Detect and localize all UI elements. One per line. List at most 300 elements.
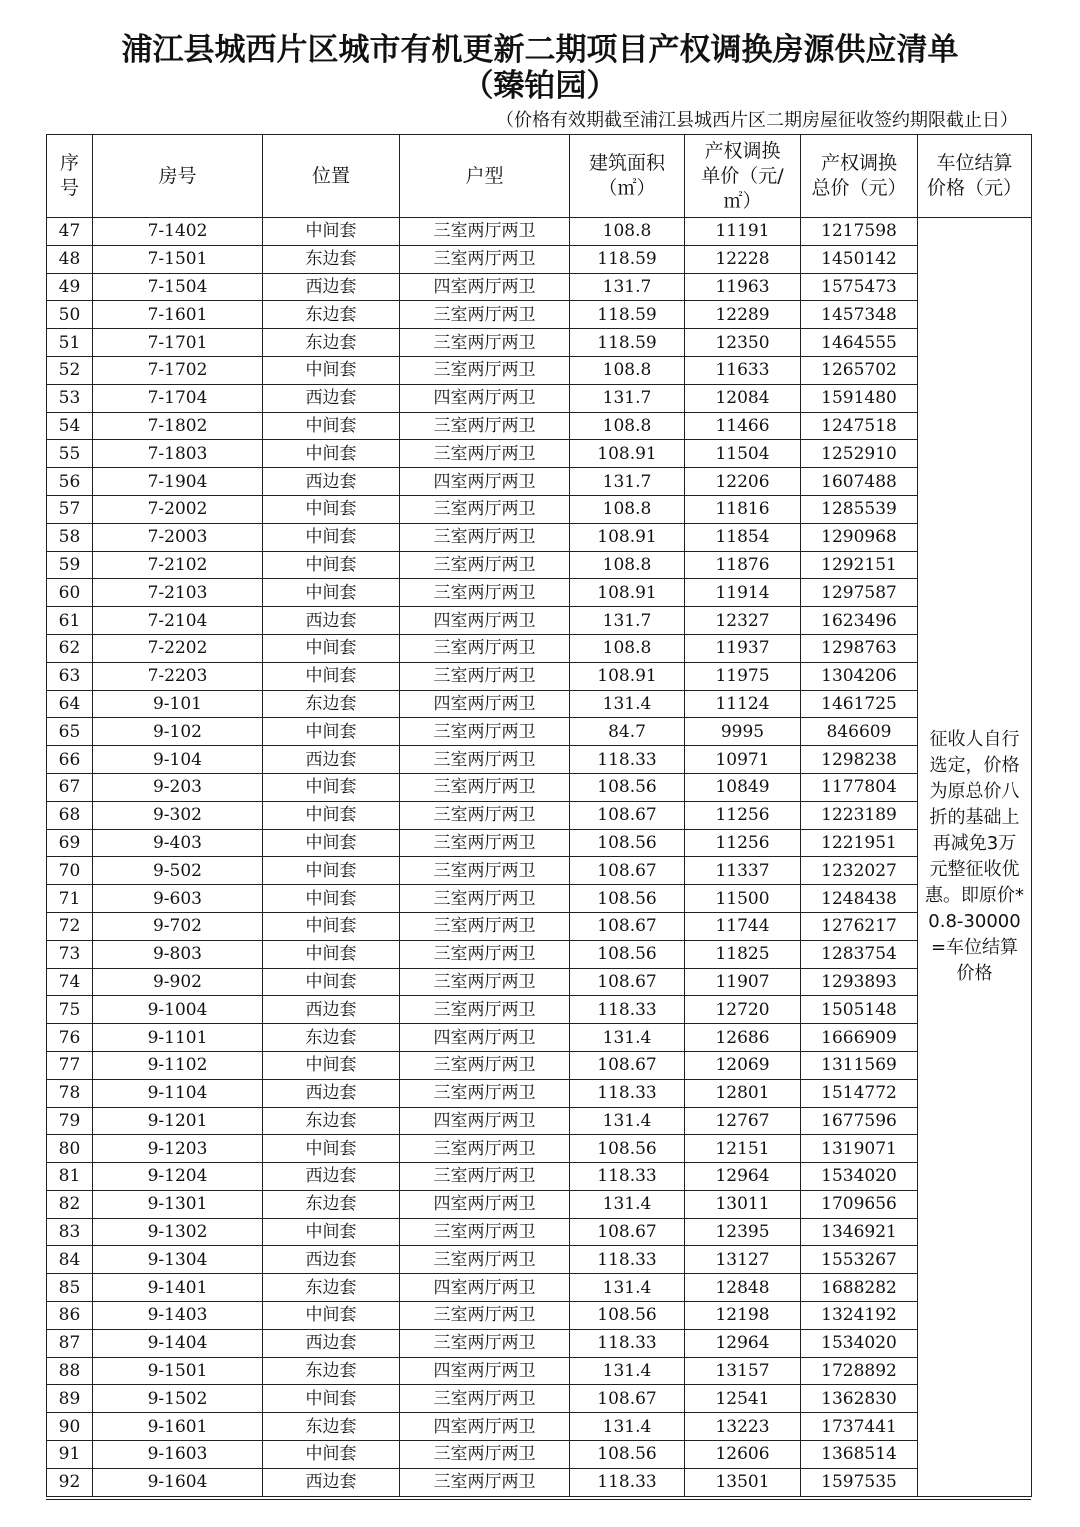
room-number-cell: 9-1403 (93, 1302, 263, 1330)
position-cell: 中间套 (263, 440, 400, 468)
row-index-cell: 67 (47, 773, 93, 801)
total-price-cell: 1464555 (801, 329, 918, 357)
table-bottom-border (46, 1499, 1031, 1500)
row-index-cell: 89 (47, 1385, 93, 1413)
area-cell: 108.56 (570, 940, 685, 968)
area-cell: 131.7 (570, 384, 685, 412)
parking-price-remark: 征收人自行选定，价格为原总价八折的基础上再减免3万元整征收优惠。即原价*0.8-30000=车位结算价格 (925, 728, 1024, 984)
position-cell: 西边套 (263, 607, 400, 635)
position-cell: 西边套 (263, 273, 400, 301)
position-cell: 中间套 (263, 1302, 400, 1330)
total-price-cell: 1553267 (801, 1246, 918, 1274)
area-cell: 108.8 (570, 551, 685, 579)
table-row (47, 634, 1032, 662)
position-cell: 东边套 (263, 1274, 400, 1302)
position-cell: 中间套 (263, 773, 400, 801)
unit-price-cell: 12720 (685, 996, 801, 1024)
unit-price-cell: 12327 (685, 607, 801, 635)
layout-cell: 三室两厅两卫 (400, 857, 570, 885)
row-index-cell: 48 (47, 245, 93, 273)
layout-cell: 三室两厅两卫 (400, 495, 570, 523)
area-cell: 108.67 (570, 1385, 685, 1413)
room-number-cell: 9-302 (93, 801, 263, 829)
area-cell: 118.33 (570, 996, 685, 1024)
unit-price-cell: 12801 (685, 1079, 801, 1107)
page-subtitle: （臻铂园） (462, 68, 618, 104)
unit-price-cell: 12848 (685, 1274, 801, 1302)
table-row (47, 1357, 1032, 1385)
table-row (47, 1441, 1032, 1469)
room-number-cell: 7-1504 (93, 273, 263, 301)
page-title: 浦江县城西片区城市有机更新二期项目产权调换房源供应清单 (121, 32, 959, 68)
total-price-cell: 1221951 (801, 829, 918, 857)
room-number-cell: 7-2203 (93, 662, 263, 690)
total-price-cell: 1319071 (801, 1135, 918, 1163)
table-row (47, 885, 1032, 913)
row-index-cell: 57 (47, 495, 93, 523)
row-index-cell: 56 (47, 468, 93, 496)
layout-cell: 三室两厅两卫 (400, 245, 570, 273)
header-line: 序 (59, 152, 79, 174)
position-cell: 东边套 (263, 329, 400, 357)
header-line: 户型 (465, 164, 504, 187)
col-parking-price-header (918, 135, 1032, 218)
area-cell: 108.8 (570, 634, 685, 662)
unit-price-cell: 11191 (685, 218, 801, 246)
row-index-cell: 76 (47, 1024, 93, 1052)
total-price-cell: 1248438 (801, 885, 918, 913)
area-cell: 118.33 (570, 746, 685, 774)
table-row (47, 412, 1032, 440)
layout-cell: 四室两厅两卫 (400, 273, 570, 301)
total-price-cell: 1591480 (801, 384, 918, 412)
layout-cell: 三室两厅两卫 (400, 1468, 570, 1496)
table-row (47, 968, 1032, 996)
unit-price-cell: 11937 (685, 634, 801, 662)
room-number-cell: 9-1204 (93, 1163, 263, 1191)
total-price-cell: 1623496 (801, 607, 918, 635)
layout-cell: 四室两厅两卫 (400, 1274, 570, 1302)
layout-cell: 三室两厅两卫 (400, 218, 570, 246)
table-row (47, 857, 1032, 885)
position-cell: 中间套 (263, 356, 400, 384)
layout-cell: 三室两厅两卫 (400, 1218, 570, 1246)
unit-price-cell: 12395 (685, 1218, 801, 1246)
position-cell: 西边套 (263, 1329, 400, 1357)
col-layout-header (400, 135, 570, 218)
area-cell: 118.59 (570, 329, 685, 357)
row-index-cell: 85 (47, 1274, 93, 1302)
total-price-cell: 1709656 (801, 1190, 918, 1218)
area-cell: 84.7 (570, 718, 685, 746)
row-index-cell: 91 (47, 1441, 93, 1469)
area-cell: 118.33 (570, 1468, 685, 1496)
unit-price-cell: 11744 (685, 912, 801, 940)
area-cell: 108.91 (570, 440, 685, 468)
unit-price-cell: 11854 (685, 523, 801, 551)
layout-cell: 四室两厅两卫 (400, 1107, 570, 1135)
total-price-cell: 1666909 (801, 1024, 918, 1052)
position-cell: 中间套 (263, 551, 400, 579)
layout-cell: 四室两厅两卫 (400, 607, 570, 635)
row-index-cell: 68 (47, 801, 93, 829)
table-row (47, 940, 1032, 968)
table-row (47, 218, 1032, 246)
area-cell: 108.67 (570, 801, 685, 829)
header-line: ㎡） (723, 189, 762, 212)
total-price-cell: 1461725 (801, 690, 918, 718)
layout-cell: 三室两厅两卫 (400, 579, 570, 607)
unit-price-cell: 13501 (685, 1468, 801, 1496)
unit-price-cell: 13223 (685, 1413, 801, 1441)
position-cell: 中间套 (263, 662, 400, 690)
unit-price-cell: 11963 (685, 273, 801, 301)
total-price-cell: 1265702 (801, 356, 918, 384)
layout-cell: 三室两厅两卫 (400, 440, 570, 468)
row-index-cell: 54 (47, 412, 93, 440)
row-index-cell: 88 (47, 1357, 93, 1385)
unit-price-cell: 12350 (685, 329, 801, 357)
room-number-cell: 9-1601 (93, 1413, 263, 1441)
row-index-cell: 75 (47, 996, 93, 1024)
row-index-cell: 78 (47, 1079, 93, 1107)
header-line: 单价（元/ (701, 164, 784, 187)
area-cell: 108.67 (570, 912, 685, 940)
area-cell: 131.7 (570, 607, 685, 635)
unit-price-cell: 10971 (685, 746, 801, 774)
position-cell: 中间套 (263, 718, 400, 746)
position-cell: 东边套 (263, 1413, 400, 1441)
area-cell: 118.33 (570, 1246, 685, 1274)
position-cell: 中间套 (263, 412, 400, 440)
unit-price-cell: 11876 (685, 551, 801, 579)
area-cell: 108.67 (570, 1218, 685, 1246)
unit-price-cell: 12964 (685, 1329, 801, 1357)
unit-price-cell: 11816 (685, 495, 801, 523)
table-row (47, 1302, 1032, 1330)
table-row (47, 440, 1032, 468)
total-price-cell: 1311569 (801, 1051, 918, 1079)
table-row (47, 1135, 1032, 1163)
row-index-cell: 52 (47, 356, 93, 384)
total-price-cell: 1728892 (801, 1357, 918, 1385)
table-header-row (47, 135, 1032, 218)
table-row (47, 1329, 1032, 1357)
row-index-cell: 71 (47, 885, 93, 913)
room-number-cell: 9-603 (93, 885, 263, 913)
layout-cell: 三室两厅两卫 (400, 523, 570, 551)
layout-cell: 三室两厅两卫 (400, 1441, 570, 1469)
table-row (47, 1051, 1032, 1079)
position-cell: 西边套 (263, 468, 400, 496)
col-total-price-header (801, 135, 918, 218)
unit-price-cell: 12206 (685, 468, 801, 496)
position-cell: 中间套 (263, 579, 400, 607)
position-cell: 中间套 (263, 968, 400, 996)
row-index-cell: 83 (47, 1218, 93, 1246)
total-price-cell: 1290968 (801, 523, 918, 551)
total-price-cell: 1177804 (801, 773, 918, 801)
room-number-cell: 7-1803 (93, 440, 263, 468)
position-cell: 中间套 (263, 1135, 400, 1163)
table-row (47, 773, 1032, 801)
room-number-cell: 9-1203 (93, 1135, 263, 1163)
position-cell: 中间套 (263, 829, 400, 857)
position-cell: 中间套 (263, 523, 400, 551)
table-row (47, 495, 1032, 523)
header-line: 房号 (158, 164, 197, 187)
area-cell: 108.56 (570, 1302, 685, 1330)
position-cell: 西边套 (263, 996, 400, 1024)
position-cell: 中间套 (263, 495, 400, 523)
room-number-cell: 9-1501 (93, 1357, 263, 1385)
room-number-cell: 7-2003 (93, 523, 263, 551)
col-position-header (263, 135, 400, 218)
area-cell: 131.4 (570, 1357, 685, 1385)
room-number-cell: 7-1402 (93, 218, 263, 246)
total-price-cell: 1324192 (801, 1302, 918, 1330)
unit-price-cell: 11466 (685, 412, 801, 440)
row-index-cell: 92 (47, 1468, 93, 1496)
unit-price-cell: 11124 (685, 690, 801, 718)
table-row (47, 301, 1032, 329)
room-number-cell: 7-1601 (93, 301, 263, 329)
table-row (47, 1107, 1032, 1135)
room-number-cell: 9-902 (93, 968, 263, 996)
unit-price-cell: 11825 (685, 940, 801, 968)
row-index-cell: 50 (47, 301, 93, 329)
room-number-cell: 9-1301 (93, 1190, 263, 1218)
unit-price-cell: 10849 (685, 773, 801, 801)
row-index-cell: 70 (47, 857, 93, 885)
header-line: 总价（元） (811, 177, 907, 199)
row-index-cell: 73 (47, 940, 93, 968)
area-cell: 108.67 (570, 968, 685, 996)
header-line: 车位结算 (936, 152, 1013, 174)
room-number-cell: 7-2002 (93, 495, 263, 523)
total-price-cell: 1457348 (801, 301, 918, 329)
table-row (47, 1468, 1032, 1496)
area-cell: 108.8 (570, 412, 685, 440)
room-number-cell: 9-1603 (93, 1441, 263, 1469)
header-line: 号 (59, 177, 79, 199)
table-row (47, 1246, 1032, 1274)
area-cell: 131.4 (570, 1274, 685, 1302)
layout-cell: 三室两厅两卫 (400, 356, 570, 384)
table-row (47, 746, 1032, 774)
total-price-cell: 1597535 (801, 1468, 918, 1496)
row-index-cell: 59 (47, 551, 93, 579)
layout-cell: 三室两厅两卫 (400, 1079, 570, 1107)
area-cell: 118.33 (570, 1329, 685, 1357)
table-row (47, 356, 1032, 384)
header-line: （㎡） (598, 177, 656, 199)
total-price-cell: 1575473 (801, 273, 918, 301)
position-cell: 中间套 (263, 801, 400, 829)
unit-price-cell: 13127 (685, 1246, 801, 1274)
room-number-cell: 7-2103 (93, 579, 263, 607)
header-line: 产权调换 (820, 152, 897, 174)
layout-cell: 三室两厅两卫 (400, 1163, 570, 1191)
unit-price-cell: 11633 (685, 356, 801, 384)
unit-price-cell: 12767 (685, 1107, 801, 1135)
table-body (47, 218, 1032, 1497)
row-index-cell: 84 (47, 1246, 93, 1274)
unit-price-cell: 11256 (685, 801, 801, 829)
header-line: 位置 (311, 164, 350, 187)
table-row (47, 1024, 1032, 1052)
total-price-cell: 1688282 (801, 1274, 918, 1302)
room-number-cell: 9-803 (93, 940, 263, 968)
area-cell: 118.59 (570, 301, 685, 329)
layout-cell: 三室两厅两卫 (400, 996, 570, 1024)
table-row (47, 1385, 1032, 1413)
unit-price-cell: 11256 (685, 829, 801, 857)
row-index-cell: 66 (47, 746, 93, 774)
area-cell: 108.91 (570, 579, 685, 607)
layout-cell: 三室两厅两卫 (400, 1135, 570, 1163)
area-cell: 131.4 (570, 1024, 685, 1052)
table-row (47, 718, 1032, 746)
layout-cell: 三室两厅两卫 (400, 885, 570, 913)
area-cell: 108.67 (570, 857, 685, 885)
layout-cell: 四室两厅两卫 (400, 1357, 570, 1385)
room-number-cell: 7-1701 (93, 329, 263, 357)
row-index-cell: 55 (47, 440, 93, 468)
unit-price-cell: 13157 (685, 1357, 801, 1385)
row-index-cell: 64 (47, 690, 93, 718)
area-cell: 118.33 (570, 1079, 685, 1107)
total-price-cell: 1677596 (801, 1107, 918, 1135)
total-price-cell: 1534020 (801, 1329, 918, 1357)
total-price-cell: 1505148 (801, 996, 918, 1024)
layout-cell: 三室两厅两卫 (400, 801, 570, 829)
row-index-cell: 69 (47, 829, 93, 857)
layout-cell: 三室两厅两卫 (400, 968, 570, 996)
unit-price-cell: 12069 (685, 1051, 801, 1079)
room-number-cell: 7-1802 (93, 412, 263, 440)
position-cell: 西边套 (263, 1079, 400, 1107)
table-row (47, 607, 1032, 635)
room-number-cell: 9-1101 (93, 1024, 263, 1052)
position-cell: 中间套 (263, 1385, 400, 1413)
table-row (47, 662, 1032, 690)
row-index-cell: 47 (47, 218, 93, 246)
row-index-cell: 81 (47, 1163, 93, 1191)
layout-cell: 三室两厅两卫 (400, 940, 570, 968)
layout-cell: 三室两厅两卫 (400, 1329, 570, 1357)
position-cell: 西边套 (263, 1246, 400, 1274)
position-cell: 中间套 (263, 912, 400, 940)
unit-price-cell: 13011 (685, 1190, 801, 1218)
unit-price-cell: 12686 (685, 1024, 801, 1052)
position-cell: 中间套 (263, 857, 400, 885)
position-cell: 中间套 (263, 1218, 400, 1246)
row-index-cell: 49 (47, 273, 93, 301)
room-number-cell: 9-502 (93, 857, 263, 885)
row-index-cell: 82 (47, 1190, 93, 1218)
unit-price-cell: 9995 (685, 718, 801, 746)
unit-price-cell: 12228 (685, 245, 801, 273)
unit-price-cell: 12964 (685, 1163, 801, 1191)
layout-cell: 四室两厅两卫 (400, 468, 570, 496)
layout-cell: 四室两厅两卫 (400, 690, 570, 718)
unit-price-cell: 11975 (685, 662, 801, 690)
table-row (47, 1413, 1032, 1441)
total-price-cell: 1285539 (801, 495, 918, 523)
table-row (47, 579, 1032, 607)
layout-cell: 四室两厅两卫 (400, 1024, 570, 1052)
total-price-cell: 1737441 (801, 1413, 918, 1441)
area-cell: 118.59 (570, 245, 685, 273)
table-row (47, 1218, 1032, 1246)
area-cell: 108.56 (570, 1441, 685, 1469)
unit-price-cell: 12151 (685, 1135, 801, 1163)
validity-note: （价格有效期截至浦江县城西片区二期房屋征收签约期限截止日） (496, 110, 1018, 131)
table-row (47, 1163, 1032, 1191)
col-unit-price-header (685, 135, 801, 218)
row-index-cell: 79 (47, 1107, 93, 1135)
total-price-cell: 1252910 (801, 440, 918, 468)
row-index-cell: 87 (47, 1329, 93, 1357)
layout-cell: 三室两厅两卫 (400, 1246, 570, 1274)
room-number-cell: 9-1304 (93, 1246, 263, 1274)
area-cell: 131.4 (570, 1107, 685, 1135)
layout-cell: 三室两厅两卫 (400, 829, 570, 857)
room-number-cell: 7-1501 (93, 245, 263, 273)
row-index-cell: 80 (47, 1135, 93, 1163)
layout-cell: 三室两厅两卫 (400, 1051, 570, 1079)
header-line: 产权调换 (704, 139, 781, 162)
total-price-cell: 1232027 (801, 857, 918, 885)
layout-cell: 四室两厅两卫 (400, 384, 570, 412)
layout-cell: 三室两厅两卫 (400, 718, 570, 746)
position-cell: 东边套 (263, 690, 400, 718)
position-cell: 东边套 (263, 1024, 400, 1052)
room-number-cell: 9-1302 (93, 1218, 263, 1246)
area-cell: 108.56 (570, 885, 685, 913)
room-number-cell: 9-1102 (93, 1051, 263, 1079)
layout-cell: 三室两厅两卫 (400, 301, 570, 329)
col-area-header (570, 135, 685, 218)
room-number-cell: 9-203 (93, 773, 263, 801)
area-cell: 108.8 (570, 356, 685, 384)
area-cell: 108.67 (570, 1051, 685, 1079)
row-index-cell: 53 (47, 384, 93, 412)
row-index-cell: 90 (47, 1413, 93, 1441)
room-number-cell: 9-1004 (93, 996, 263, 1024)
header-line: 建筑面积 (588, 152, 665, 174)
unit-price-cell: 12541 (685, 1385, 801, 1413)
row-index-cell: 58 (47, 523, 93, 551)
area-cell: 131.4 (570, 1190, 685, 1218)
unit-price-cell: 12289 (685, 301, 801, 329)
table-row (47, 829, 1032, 857)
room-number-cell: 9-104 (93, 746, 263, 774)
layout-cell: 三室两厅两卫 (400, 662, 570, 690)
room-number-cell: 9-702 (93, 912, 263, 940)
area-cell: 131.4 (570, 1413, 685, 1441)
row-index-cell: 60 (47, 579, 93, 607)
position-cell: 西边套 (263, 1163, 400, 1191)
position-cell: 东边套 (263, 1357, 400, 1385)
table-row (47, 1190, 1032, 1218)
area-cell: 108.91 (570, 523, 685, 551)
layout-cell: 三室两厅两卫 (400, 912, 570, 940)
room-number-cell: 7-2104 (93, 607, 263, 635)
room-number-cell: 9-1404 (93, 1329, 263, 1357)
table-row (47, 523, 1032, 551)
